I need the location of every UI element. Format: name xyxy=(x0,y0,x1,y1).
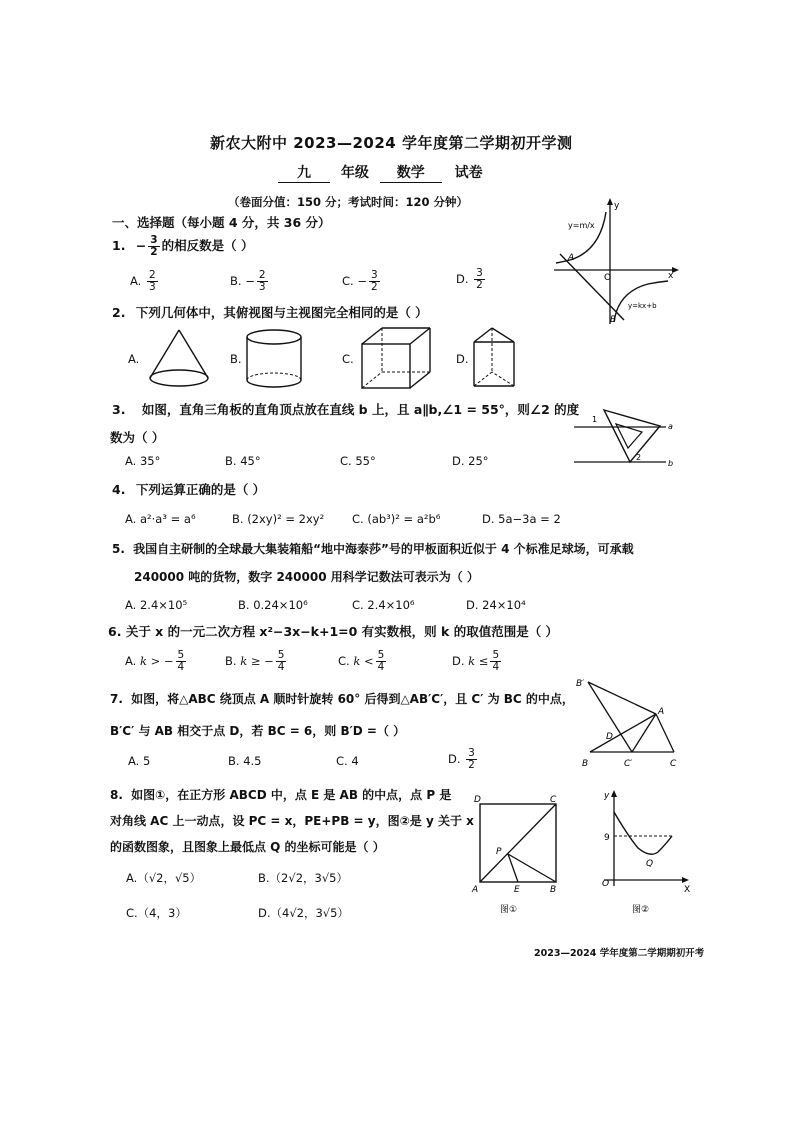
point-b-prime-label: B′ xyxy=(576,679,585,689)
line-b-label: b xyxy=(668,459,674,468)
question-7 xyxy=(110,690,574,707)
question-3 xyxy=(112,400,579,418)
question-8 xyxy=(110,786,451,803)
question-text: 下列几何体中，其俯视图与主视图完全相同的是（ ） xyxy=(135,305,428,320)
grade-line xyxy=(278,162,483,183)
point-b-label: B xyxy=(550,885,557,895)
q6-option-b[interactable]: B. k ≥ − $\frac{5}{4}$ xyxy=(225,649,285,673)
question-number: 2. xyxy=(112,305,126,320)
q4-option-c[interactable]: C. (ab³)² = a²b⁶ xyxy=(352,512,441,526)
question-text-cont: 240000 吨的货物，数字 240000 用科学记数法可表示为（ ） xyxy=(134,570,479,584)
question-text: 如图，直角三角板的直角顶点放在直线 b 上，且 a∥b,∠1 = 55°，则∠2 的度 xyxy=(141,402,580,417)
point-a-label: A xyxy=(472,885,479,895)
point-e-label: E xyxy=(514,885,520,895)
question-text-cont-2: 的函数图象，且图象上最低点 Q 的坐标可能是（ ） xyxy=(110,840,385,854)
q5-option-c[interactable]: C. 2.4×10⁶ xyxy=(352,598,415,612)
q5-option-a[interactable]: A. 2.4×10⁵ xyxy=(125,598,188,612)
question-number: 7. xyxy=(110,692,123,706)
question-text: 下列运算正确的是（ ） xyxy=(135,482,266,497)
x-axis-label: x xyxy=(668,271,674,281)
q5-option-d[interactable]: D. 24×10⁴ xyxy=(466,598,526,612)
section-heading: 一、选择题（每小题 4 分，共 36 分） xyxy=(112,215,331,230)
point-q-label: Q xyxy=(646,859,654,869)
point-b-label: B xyxy=(610,315,617,325)
q2-option-a[interactable]: A. xyxy=(128,352,140,366)
origin-label: O xyxy=(602,879,610,889)
q6-option-a[interactable]: A. k > − $\frac{5}{4}$ xyxy=(125,649,185,673)
q8-option-a[interactable]: A.（√2，√5） xyxy=(126,871,202,885)
q4-option-b[interactable]: B. (2xy)² = 2xy² xyxy=(232,512,325,526)
origin-label: O xyxy=(604,273,612,283)
q2-option-b[interactable]: B. xyxy=(230,352,242,366)
question-4 xyxy=(112,480,265,498)
q1-option-d[interactable]: D. $\frac{3}{2}$ xyxy=(456,267,483,291)
q8-option-b[interactable]: B.（2√2，3√5） xyxy=(258,871,348,885)
question-2 xyxy=(112,303,428,321)
question-text: 我国自主研制的全球最大集装箱船“地中海泰莎”号的甲板面积近似于 4 个标准足球场，可承载 xyxy=(133,542,634,556)
q7-option-c[interactable]: C. 4 xyxy=(336,754,359,768)
point-b-label: B xyxy=(582,759,589,769)
q7-option-a[interactable]: A. 5 xyxy=(128,754,151,768)
page-footer: 2023—2024 学年度第二学期期初开考 xyxy=(534,948,705,959)
page-title: 新农大附中 2023—2024 学年度第二学期初开学测 xyxy=(210,134,573,152)
point-c-label: C xyxy=(550,795,557,805)
fraction: $\frac{3}{2}$ xyxy=(150,234,158,258)
question-number: 1. xyxy=(112,238,126,253)
y-axis-label: y xyxy=(604,791,610,801)
line-label: y=kx+b xyxy=(628,302,657,310)
question-1 xyxy=(112,235,253,258)
q1-option-b[interactable]: B. − $\frac{2}{3}$ xyxy=(230,269,266,293)
y-axis-label: y xyxy=(614,201,620,211)
question-5 xyxy=(112,540,634,557)
point-c-prime-label: C′ xyxy=(624,759,633,769)
grade-value: 九 xyxy=(278,162,330,183)
curve-label: y=m/x xyxy=(568,221,595,230)
q6-option-c[interactable]: C. k < $\frac{5}{4}$ xyxy=(338,649,385,673)
question-text: 关于 x 的一元二次方程 x²−3x−k+1=0 有实数根，则 k 的取值范围是（ ） xyxy=(125,624,559,639)
cylinder-icon xyxy=(242,328,306,390)
question-number: 8. xyxy=(110,788,123,802)
paper-label: 试卷 xyxy=(454,165,483,181)
question-text: 如图①，在正方形 ABCD 中，点 E 是 AB 的中点，点 P 是 xyxy=(131,788,452,802)
figure-2-caption: 图② xyxy=(632,905,650,915)
question-number: 6. xyxy=(108,624,122,639)
triangular-prism-icon xyxy=(470,324,530,390)
question-6 xyxy=(108,622,558,640)
q3-option-c[interactable]: C. 55° xyxy=(340,454,376,468)
q3-option-d[interactable]: D. 25° xyxy=(452,454,489,468)
figure-1-caption: 图① xyxy=(500,905,518,915)
y-nine-label: 9 xyxy=(604,833,610,843)
question-text: 如图，将△ABC 绕顶点 A 顺时针旋转 60° 后得到△AB′C′，且 C′ 为 BC 的中点， xyxy=(131,692,574,706)
q1-option-a[interactable]: A. $\frac{2}{3}$ xyxy=(130,269,156,293)
q8-option-c[interactable]: C.（4，3） xyxy=(126,906,187,920)
cube-icon xyxy=(358,324,434,392)
question-text: 的相反数是（ ） xyxy=(161,238,254,253)
subject-value: 数学 xyxy=(380,162,442,183)
q4-option-d[interactable]: D. 5a−3a = 2 xyxy=(482,512,561,526)
question-number: 5. xyxy=(112,542,125,556)
q7-option-d[interactable]: D. $\frac{3}{2}$ xyxy=(448,747,475,771)
point-c-label: C xyxy=(670,759,677,769)
point-a-label: A xyxy=(568,253,575,263)
q8-option-d[interactable]: D.（4√2，3√5） xyxy=(258,906,349,920)
q3-option-b[interactable]: B. 45° xyxy=(225,454,261,468)
point-d-label: D xyxy=(606,732,613,742)
figure-function-curve xyxy=(594,786,698,920)
question-number: 3. xyxy=(112,402,126,417)
q5-option-b[interactable]: B. 0.24×10⁶ xyxy=(238,598,308,612)
x-axis-label: X xyxy=(684,885,691,895)
q2-option-d[interactable]: D. xyxy=(456,352,469,366)
question-text-cont: 数为（ ） xyxy=(110,430,165,445)
q7-option-b[interactable]: B. 4.5 xyxy=(228,754,262,768)
cone-icon xyxy=(146,326,212,390)
q6-option-d[interactable]: D. k ≤ $\frac{5}{4}$ xyxy=(452,649,500,673)
point-p-label: P xyxy=(496,847,502,857)
q1-option-c[interactable]: C. − $\frac{3}{2}$ xyxy=(342,269,378,293)
minus-sign: − xyxy=(135,238,147,253)
q3-option-a[interactable]: A. 35° xyxy=(125,454,161,468)
figure-rotation xyxy=(576,676,684,770)
line-a-label: a xyxy=(668,422,673,431)
point-a-label: A xyxy=(658,707,665,717)
angle-1-label: 1 xyxy=(592,415,598,424)
point-d-label: D xyxy=(474,795,481,805)
angle-2-label: 2 xyxy=(636,453,642,462)
q2-option-c[interactable]: C. xyxy=(342,352,354,366)
figure-function-graph xyxy=(548,196,684,326)
question-text-cont: B′C′ 与 AB 相交于点 D，若 BC = 6，则 B′D =（ ） xyxy=(110,724,406,738)
question-number: 4. xyxy=(112,482,126,497)
exam-meta: （卷面分值：150 分；考试时间：120 分钟） xyxy=(228,195,469,209)
figure-triangle-ruler xyxy=(572,400,676,472)
figure-square xyxy=(470,790,566,920)
grade-suffix: 年级 xyxy=(340,165,369,181)
question-text-cont: 对角线 AC 上一动点，设 PC = x，PE+PB = y，图②是 y 关于 x xyxy=(110,814,474,828)
q4-option-a[interactable]: A. a²·a³ = a⁶ xyxy=(125,512,196,526)
